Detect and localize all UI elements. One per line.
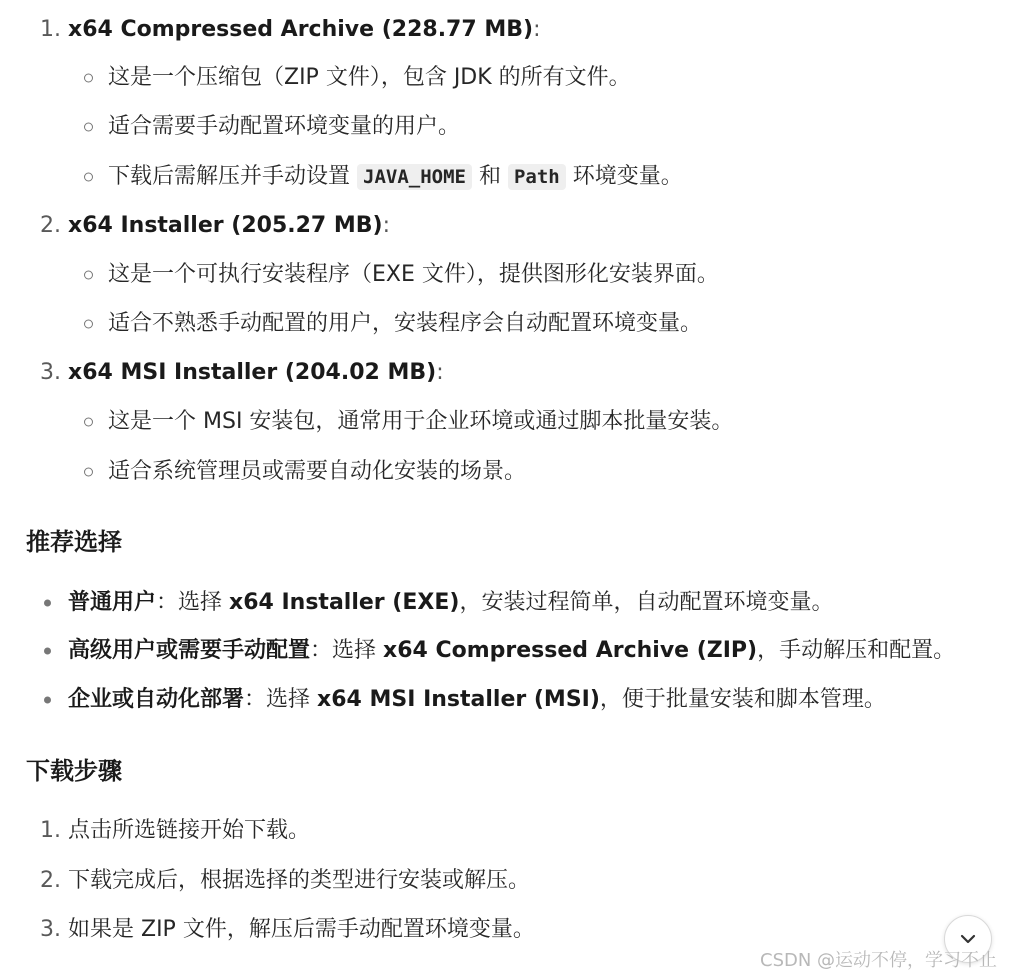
recommend-item-3 xyxy=(0,684,886,716)
installer-item-1 xyxy=(0,14,540,46)
reason-text: ，手动解压和配置。 xyxy=(757,638,956,663)
user-type-label: 高级用户或需要手动配置 xyxy=(68,638,311,663)
recommended-option: x64 MSI Installer (MSI) xyxy=(317,687,600,712)
bullet-text: 这是一个 MSI 安装包，通常用于企业环境或通过脚本批量安装。 xyxy=(108,409,734,434)
recommended-option: x64 Compressed Archive (ZIP) xyxy=(383,638,758,663)
bullet-dot-icon xyxy=(44,697,51,704)
chevron-down-icon xyxy=(957,928,979,950)
recommend-item-2 xyxy=(0,635,955,667)
user-type-label: 企业或自动化部署 xyxy=(68,687,245,712)
step-item-3 xyxy=(0,914,535,946)
bullet-dot-icon xyxy=(44,648,51,655)
installer-2-bullet-1 xyxy=(0,259,719,291)
section-heading-recommend: 推荐选择 xyxy=(26,528,122,556)
list-number: 2. xyxy=(40,213,61,238)
installer-2-bullet-2 xyxy=(0,308,702,340)
bullet-text-post: 环境变量。 xyxy=(572,164,683,189)
step-item-1 xyxy=(0,815,310,847)
list-number: 1. xyxy=(40,17,61,42)
circle-bullet-icon xyxy=(84,271,93,280)
circle-bullet-icon xyxy=(84,74,93,83)
section-heading-steps: 下载步骤 xyxy=(26,757,122,785)
step-text: 点击所选链接开始下载。 xyxy=(68,818,311,843)
installer-1-bullet-3 xyxy=(0,161,683,193)
installer-item-3 xyxy=(0,357,444,389)
bullet-dot-icon xyxy=(44,600,51,607)
reason-text: ，安装过程简单，自动配置环境变量。 xyxy=(459,590,834,615)
circle-bullet-icon xyxy=(84,320,93,329)
recommend-item-1 xyxy=(0,587,833,619)
bullet-text: 这是一个压缩包（ZIP 文件），包含 JDK 的所有文件。 xyxy=(108,65,631,90)
step-item-2 xyxy=(0,865,530,897)
colon: : xyxy=(436,360,444,385)
bullet-text-pre: 下载后需解压并手动设置 xyxy=(108,164,351,189)
colon: : xyxy=(533,17,541,42)
installer-title: x64 Installer (205.27 MB) xyxy=(68,213,383,238)
circle-bullet-icon xyxy=(84,468,93,477)
user-type-label: 普通用户 xyxy=(68,590,157,615)
circle-bullet-icon xyxy=(84,123,93,132)
circle-bullet-icon xyxy=(84,173,93,182)
step-text: 下载完成后，根据选择的类型进行安装或解压。 xyxy=(68,868,531,893)
installer-title: x64 MSI Installer (204.02 MB) xyxy=(68,360,437,385)
inline-code-path: Path xyxy=(508,164,566,190)
installer-3-bullet-2 xyxy=(0,456,526,488)
bullet-text: 适合系统管理员或需要自动化安装的场景。 xyxy=(108,459,527,484)
inline-code-java-home: JAVA_HOME xyxy=(357,164,472,190)
installer-item-2 xyxy=(0,210,390,242)
circle-bullet-icon xyxy=(84,418,93,427)
separator-text: ：选择 xyxy=(310,638,384,663)
watermark: CSDN @运动不停，学习不止 xyxy=(760,950,998,971)
installer-1-bullet-2 xyxy=(0,111,460,143)
installer-1-bullet-1 xyxy=(0,62,631,94)
bullet-text-mid: 和 xyxy=(478,164,501,189)
list-number: 2. xyxy=(40,868,61,893)
installer-title: x64 Compressed Archive (228.77 MB) xyxy=(68,17,534,42)
bullet-text: 适合需要手动配置环境变量的用户。 xyxy=(108,114,461,139)
list-number: 1. xyxy=(40,818,61,843)
separator-text: ：选择 xyxy=(244,687,318,712)
step-text: 如果是 ZIP 文件，解压后需手动配置环境变量。 xyxy=(68,917,535,942)
recommended-option: x64 Installer (EXE) xyxy=(229,590,460,615)
bullet-text: 这是一个可执行安装程序（EXE 文件），提供图形化安装界面。 xyxy=(108,262,719,287)
list-number: 3. xyxy=(40,360,61,385)
colon: : xyxy=(382,213,391,238)
separator-text: ：选择 xyxy=(156,590,230,615)
bullet-text: 适合不熟悉手动配置的用户，安装程序会自动配置环境变量。 xyxy=(108,311,703,336)
list-number: 3. xyxy=(40,917,61,942)
reason-text: ，便于批量安装和脚本管理。 xyxy=(599,687,886,712)
installer-3-bullet-1 xyxy=(0,406,733,438)
